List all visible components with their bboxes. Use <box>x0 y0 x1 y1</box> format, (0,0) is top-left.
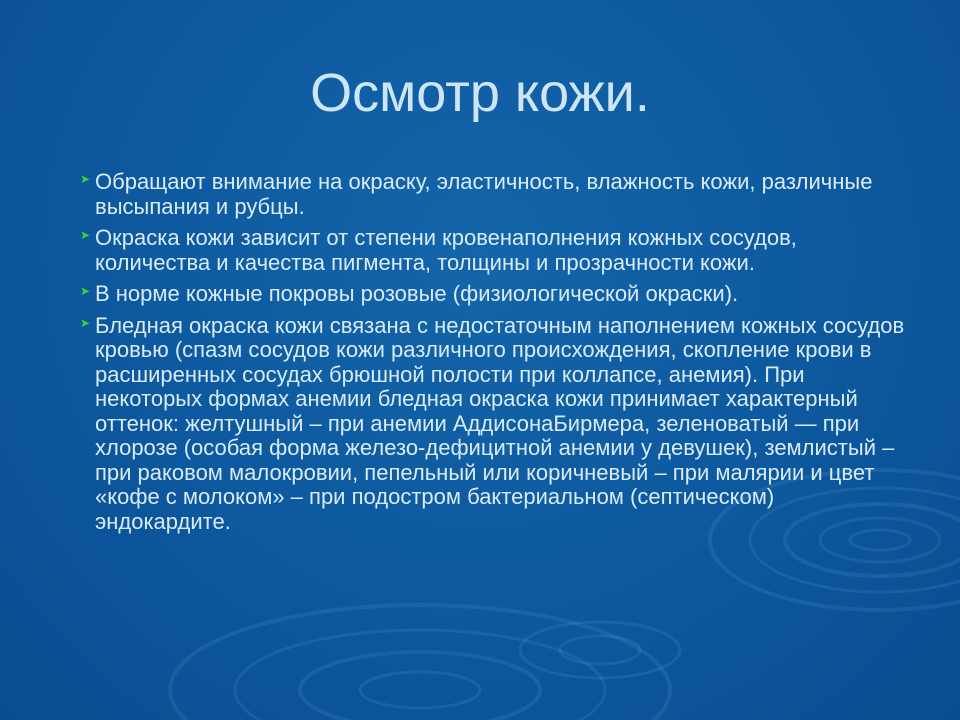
bullet-list <box>80 170 910 541</box>
bullet-item <box>80 226 910 275</box>
bullet-text: Окраска кожи зависит от степени кровенаполнения кожных сосудов, количества и качества пигмента, толщины и прозрачности кожи. <box>95 225 797 275</box>
bullet-text: В норме кожные покровы розовые (физиологической окраски). <box>95 281 739 306</box>
bullet-item <box>80 282 910 307</box>
arrow-bullet-icon: ➤ <box>80 172 91 186</box>
bullet-text: Бледная окраска кожи связана с недостаточным наполнением кожных сосудов кровью (спазм сосудов кожи различного происхождения, скопление крови в расширенных сосудах брюшной полости при коллапсе, анемия). При некоторых формах анемии бледная окраска кожи принимает характерный оттенок: желтушный – при анемии АддисонаБирмера, зеленоватый — при хлорозе (особая форма железо-дефицитной анемии у девушек), землистый – при раковом малокровии, пепельный или коричневый – при малярии и цвет «кофе с молоком» – при подостром бактериальном (септическом) эндокардите. <box>95 312 905 534</box>
bullet-text: Обращают внимание на окраску, эластичность, влажность кожи, различные высыпания и рубцы. <box>95 169 873 219</box>
bullet-item <box>80 314 910 535</box>
arrow-bullet-icon: ➤ <box>80 315 91 330</box>
arrow-bullet-icon: ➤ <box>80 228 91 242</box>
arrow-bullet-icon: ➤ <box>80 284 91 298</box>
bullet-item <box>80 170 910 219</box>
slide-title: Осмотр кожи. <box>310 63 650 123</box>
